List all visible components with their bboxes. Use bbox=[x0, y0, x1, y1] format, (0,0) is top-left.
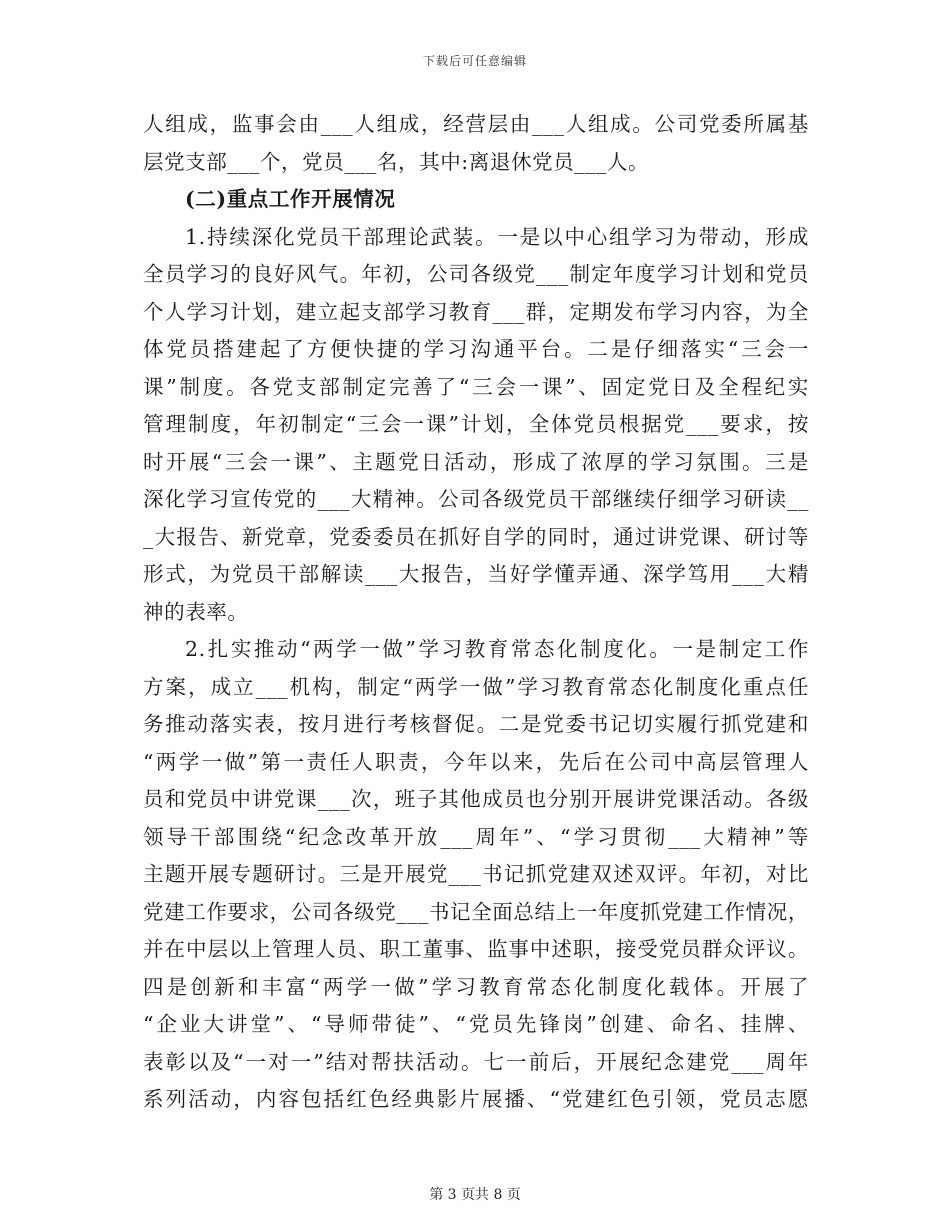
text-line: 系列活动，内容包括红色经典影片展播、“党建红色引领，党员志愿 bbox=[143, 1087, 809, 1111]
text-line: 领导干部围绕“纪念改革开放___周年”、“学习贯彻___大精神”等 bbox=[143, 824, 809, 849]
text-line: 个人学习计划，建立起支部学习教育___群，定期发布学习内容，为全 bbox=[143, 299, 809, 324]
text-line: “企业大讲堂”、“导师带徒”、“党员先锋岗”创建、命名、挂牌、 bbox=[143, 1012, 809, 1036]
paragraph-first-line: 2.扎实推动“两学一做”学习教育常态化制度化。一是制定工作 bbox=[185, 637, 809, 661]
text-line: 形式，为党员干部解读___大报告，当好学懂弄通、深学笃用___大精 bbox=[143, 562, 809, 586]
text-line: “两学一做”第一责任人职责，今年以来，先后在公司中高层管理人 bbox=[143, 749, 809, 774]
text-line: 全员学习的良好风气。年初，公司各级党___制定年度学习计划和党员 bbox=[143, 262, 809, 286]
text-line: 主题开展专题研讨。三是开展党___书记抓党建双述双评。年初，对比 bbox=[143, 862, 809, 886]
header-note: 下载后可任意编辑 bbox=[422, 54, 527, 68]
document-body bbox=[143, 106, 809, 1119]
text-line: 方案，成立___机构，制定“两学一做”学习教育常态化制度化重点任 bbox=[143, 674, 809, 699]
text-line: 党建工作要求，公司各级党___书记全面总结上一年度抓党建工作情况， bbox=[143, 899, 809, 924]
text-line: 神的表率。 bbox=[143, 599, 249, 624]
text-line: 管理制度，年初制定“三会一课”计划，全体党员根据党___要求，按 bbox=[143, 412, 809, 436]
section-heading: (二)重点工作开展情况 bbox=[185, 187, 396, 211]
text-line: 务推动落实表，按月进行考核督促。二是党委书记切实履行抓党建和 bbox=[143, 712, 809, 736]
page-number: 第 3 页共 8 页 bbox=[429, 1187, 521, 1203]
text-line: 深化学习宣传党的___大精神。公司各级党员干部继续仔细学习研读__ bbox=[143, 487, 809, 511]
text-line: 并在中层以上管理人员、职工董事、监事中述职，接受党员群众评议。 bbox=[143, 937, 809, 961]
paragraph-first-line: 1.持续深化党员干部理论武装。一是以中心组学习为带动，形成 bbox=[185, 224, 809, 249]
text-line: 表彰以及“一对一”结对帮扶活动。七一前后，开展纪念建党___周年 bbox=[143, 1049, 809, 1074]
text-line: 员和党员中讲党课___次，班子其他成员也分别开展讲党课活动。各级 bbox=[143, 787, 809, 811]
text-line: 人组成，监事会由___人组成，经营层由___人组成。公司党委所属基 bbox=[143, 112, 809, 136]
text-line: 体党员搭建起了方便快捷的学习沟通平台。二是仔细落实“三会一 bbox=[143, 337, 809, 361]
text-line: 课”制度。各党支部制定完善了“三会一课”、固定党日及全程纪实 bbox=[143, 374, 809, 399]
text-line: 时开展“三会一课”、主题党日活动，形成了浓厚的学习氛围。三是 bbox=[143, 449, 809, 474]
text-line: 层党支部___个，党员___名，其中:离退休党员___人。 bbox=[143, 149, 650, 174]
text-line: 四是创新和丰富“两学一做”学习教育常态化制度化载体。开展了 bbox=[143, 974, 809, 999]
text-line: _大报告、新党章，党委委员在抓好自学的同时，通过讲党课、研讨等 bbox=[143, 524, 809, 549]
